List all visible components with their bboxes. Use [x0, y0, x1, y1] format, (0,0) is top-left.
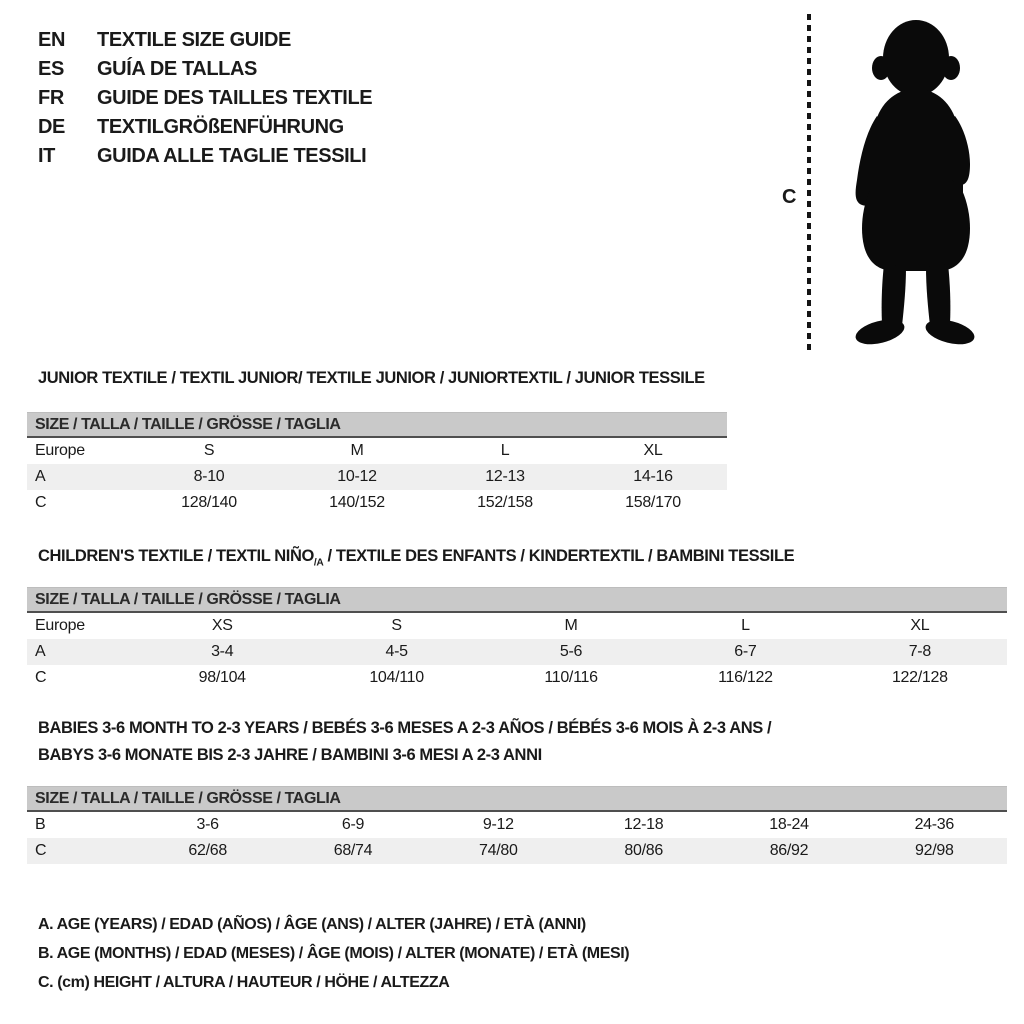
guide-title-de: TEXTILGRÖßENFÜHRUNG — [97, 116, 344, 138]
age-cell: 12-18 — [623, 816, 664, 833]
row-label: A — [35, 468, 46, 485]
guide-title-fr: GUIDE DES TAILLES TEXTILE — [97, 87, 373, 109]
table-row-height — [27, 665, 1007, 691]
height-cell: 92/98 — [915, 842, 954, 859]
children-size-table — [27, 587, 1007, 691]
junior-size-table — [27, 412, 727, 516]
age-cell: 5-6 — [559, 643, 583, 660]
size-cell: XL — [910, 617, 930, 634]
children-title-part1: CHILDREN'S TEXTILE / TEXTIL NIÑO — [38, 547, 314, 565]
age-cell: 8-10 — [193, 468, 225, 485]
height-cell: 104/110 — [369, 669, 424, 686]
children-size-header-bar: SIZE / TALLA / TAILLE / GRÖSSE / TAGLIA — [27, 587, 1007, 613]
height-cell: 152/158 — [477, 494, 533, 511]
language-code: IT — [38, 145, 55, 167]
height-cell: 62/68 — [188, 842, 227, 859]
language-row — [38, 113, 372, 142]
babies-section-title-line1: BABIES 3-6 MONTH TO 2-3 YEARS / BEBÉS 3-6 MESES A 2-3 AÑOS / BÉBÉS 3-6 MOIS À 2-3 ANS / — [38, 719, 772, 737]
table-row-europe — [27, 438, 727, 464]
size-cell: L — [500, 442, 510, 459]
table-row-height — [27, 490, 727, 516]
babies-size-header-bar: SIZE / TALLA / TAILLE / GRÖSSE / TAGLIA — [27, 786, 1007, 812]
height-label-c: C — [782, 186, 797, 208]
height-cell: 68/74 — [333, 842, 373, 859]
children-section-title — [38, 547, 794, 568]
size-cell: S — [203, 442, 215, 459]
row-label: B — [35, 816, 46, 833]
junior-size-header-bar: SIZE / TALLA / TAILLE / GRÖSSE / TAGLIA — [27, 412, 727, 438]
height-cell: 86/92 — [769, 842, 809, 859]
height-cell: 122/128 — [891, 669, 948, 686]
babies-section-title-line2: BABYS 3-6 MONATE BIS 2-3 JAHRE / BAMBINI 3-6 MESI A 2-3 ANNI — [38, 746, 542, 764]
height-measure-dotted-line — [807, 14, 811, 352]
language-code: EN — [38, 29, 65, 51]
height-cell: 158/170 — [625, 494, 681, 511]
junior-section-title: JUNIOR TEXTILE / TEXTIL JUNIOR/ TEXTILE JUNIOR / JUNIORTEXTIL / JUNIOR TESSILE — [38, 369, 705, 387]
age-cell: 3-4 — [211, 643, 234, 660]
language-row — [38, 142, 372, 171]
table-row-age-months — [27, 812, 1007, 838]
age-cell: 4-5 — [385, 643, 408, 660]
age-cell: 18-24 — [769, 816, 809, 833]
legend-line-b: B. AGE (MONTHS) / EDAD (MESES) / ÂGE (MOIS) / ALTER (MONATE) / ETÀ (MESI) — [38, 945, 630, 962]
row-label: Europe — [35, 617, 85, 634]
height-cell: 116/122 — [718, 669, 773, 686]
legend-line-c: C. (cm) HEIGHT / ALTURA / HAUTEUR / HÖHE / ALTEZZA — [38, 974, 450, 991]
size-cell: L — [741, 617, 750, 634]
age-cell: 24-36 — [914, 816, 955, 833]
children-title-sub: /A — [313, 557, 324, 569]
height-cell: 110/116 — [544, 669, 598, 686]
row-label: C — [35, 842, 47, 859]
table-row-age — [27, 639, 1007, 665]
height-cell: 140/152 — [329, 494, 385, 511]
height-cell: 80/86 — [624, 842, 663, 859]
language-list — [38, 26, 372, 171]
age-cell: 9-12 — [482, 816, 514, 833]
age-cell: 7-8 — [908, 643, 931, 660]
table-row-height — [27, 838, 1007, 864]
language-code: FR — [38, 87, 64, 109]
row-label: C — [35, 494, 47, 511]
language-row — [38, 55, 372, 84]
guide-title-en: TEXTILE SIZE GUIDE — [97, 29, 291, 51]
height-cell: 74/80 — [479, 842, 518, 859]
language-code: DE — [38, 116, 65, 138]
guide-title-it: GUIDA ALLE TAGLIE TESSILI — [97, 145, 367, 167]
height-cell: 128/140 — [181, 494, 237, 511]
age-cell: 10-12 — [337, 468, 377, 485]
size-cell: M — [350, 442, 364, 459]
table-row-europe — [27, 613, 1007, 639]
size-cell: XL — [643, 442, 663, 459]
size-cell: XS — [211, 617, 233, 634]
age-cell: 3-6 — [196, 816, 219, 833]
age-cell: 12-13 — [485, 468, 525, 485]
row-label: C — [35, 669, 47, 686]
language-row — [38, 26, 372, 55]
size-cell: S — [391, 617, 402, 634]
children-title-part2: / TEXTILE DES ENFANTS / KINDERTEXTIL / BAMBINI TESSILE — [323, 547, 795, 565]
guide-title-es: GUÍA DE TALLAS — [97, 58, 257, 80]
age-cell: 14-16 — [633, 468, 673, 485]
toddler-silhouette-icon — [823, 12, 1005, 352]
row-label: A — [35, 643, 46, 660]
legend-line-a: A. AGE (YEARS) / EDAD (AÑOS) / ÂGE (ANS) / ALTER (JAHRE) / ETÀ (ANNI) — [38, 916, 586, 933]
language-row — [38, 84, 372, 113]
age-cell: 6-9 — [341, 816, 365, 833]
size-cell: M — [564, 617, 578, 634]
table-row-age — [27, 464, 727, 490]
row-label: Europe — [35, 442, 85, 459]
language-code: ES — [38, 58, 64, 80]
legend — [38, 910, 629, 997]
height-cell: 98/104 — [198, 669, 246, 686]
age-cell: 6-7 — [734, 643, 757, 660]
babies-size-table — [27, 786, 1007, 864]
